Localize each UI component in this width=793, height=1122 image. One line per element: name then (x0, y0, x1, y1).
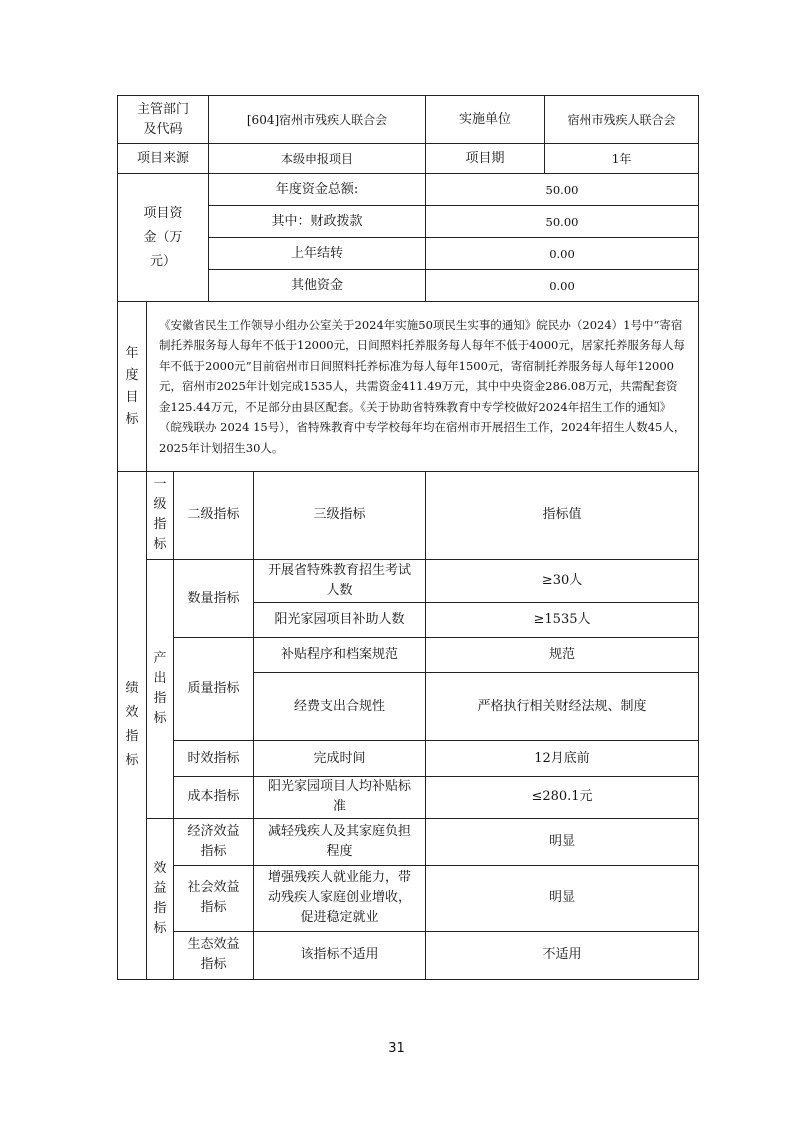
funds-row-value: 0.00 (426, 270, 699, 302)
col-value-header: 指标值 (426, 471, 699, 559)
level2-indicator: 生态效益指标 (174, 931, 254, 979)
indicator-value: 明显 (426, 865, 699, 931)
level2-indicator: 经济效益指标 (174, 818, 254, 865)
indicator-value: ≥1535人 (426, 603, 699, 638)
level2-indicator: 质量指标 (174, 638, 254, 741)
annual-goal-text: 《安徽省民生工作领导小组办公室关于2024年实施50项民生实事的通知》皖民办（2024）1号中“寄宿制托养服务每人每年不低于12000元，日间照料托养服务每人每年不低于4000元，居家托养服务每人每年不低于2000元”目前宿州市日间照料托养标准为每人每年1500元，寄宿制托养服务每人每年12000元，宿州市2025年计划完成1535人，共需资金411.49万元，其中中央资金286.08万元，共需配套资金125.44万元，不足部分由县区配套。《关于协助省特殊教育中专学校做好2024年招生工作的通知》（皖残联办 2024 15号），省特殊教育中专学校每年均在宿州市开展招生工作，2024年招生人数45人，2025年计划招生30人。 (147, 302, 699, 471)
indicator-value: ≥30人 (426, 559, 699, 602)
level2-indicator: 社会效益指标 (174, 865, 254, 931)
funds-row-value: 50.00 (426, 174, 699, 206)
funds-row-value: 0.00 (426, 238, 699, 270)
level3-indicator: 阳光家园项目人均补贴标准 (254, 777, 426, 818)
funds-row-value: 50.00 (426, 206, 699, 238)
indicator-value: 规范 (426, 638, 699, 673)
period-label: 项目期 (426, 144, 545, 174)
period-value: 1年 (545, 144, 699, 174)
indicator-value: 不适用 (426, 931, 699, 979)
level3-indicator: 开展省特殊教育招生考试人数 (254, 559, 426, 602)
level3-indicator: 该指标不适用 (254, 931, 426, 979)
level2-indicator: 成本指标 (174, 777, 254, 818)
col-level3-header: 三级指标 (254, 471, 426, 559)
dept-label: 主管部门及代码 (118, 96, 209, 144)
indicator-value: 明显 (426, 818, 699, 865)
level2-indicator: 数量指标 (174, 559, 254, 637)
impl-unit-value: 宿州市残疾人联合会 (545, 96, 699, 144)
indicator-value: ≤280.1元 (426, 777, 699, 818)
project-performance-table (117, 95, 699, 980)
funds-row-label: 其他资金 (209, 270, 426, 302)
funds-row-label: 年度资金总额: (209, 174, 426, 206)
level3-indicator: 经费支出合规性 (254, 673, 426, 741)
dept-value: [604]宿州市残疾人联合会 (209, 96, 426, 144)
level3-indicator: 阳光家园项目补助人数 (254, 603, 426, 638)
funds-row-label: 上年结转 (209, 238, 426, 270)
indicator-value: 严格执行相关财经法规、制度 (426, 673, 699, 741)
level3-indicator: 补贴程序和档案规范 (254, 638, 426, 673)
level3-indicator: 增强残疾人就业能力，带动残疾人家庭创业增收，促进稳定就业 (254, 865, 426, 931)
benefit-indicator-label: 效益指标 (147, 818, 174, 979)
source-value: 本级申报项目 (209, 144, 426, 174)
output-indicator-label: 产出指标 (147, 559, 174, 818)
funds-row-label: 其中：财政拨款 (209, 206, 426, 238)
level3-indicator: 完成时间 (254, 741, 426, 777)
annual-goal-label: 年度目标 (118, 302, 147, 471)
source-label: 项目来源 (118, 144, 209, 174)
indicator-value: 12月底前 (426, 741, 699, 777)
col-level2-header: 二级指标 (174, 471, 254, 559)
impl-unit-label: 实施单位 (426, 96, 545, 144)
level3-indicator: 减轻残疾人及其家庭负担程度 (254, 818, 426, 865)
level2-indicator: 时效指标 (174, 741, 254, 777)
page-number: 31 (388, 1041, 405, 1056)
col-level1-header: 一级指标 (147, 471, 174, 559)
funds-label: 项目资金（万元） (118, 174, 209, 302)
performance-label: 绩效指标 (118, 471, 147, 979)
